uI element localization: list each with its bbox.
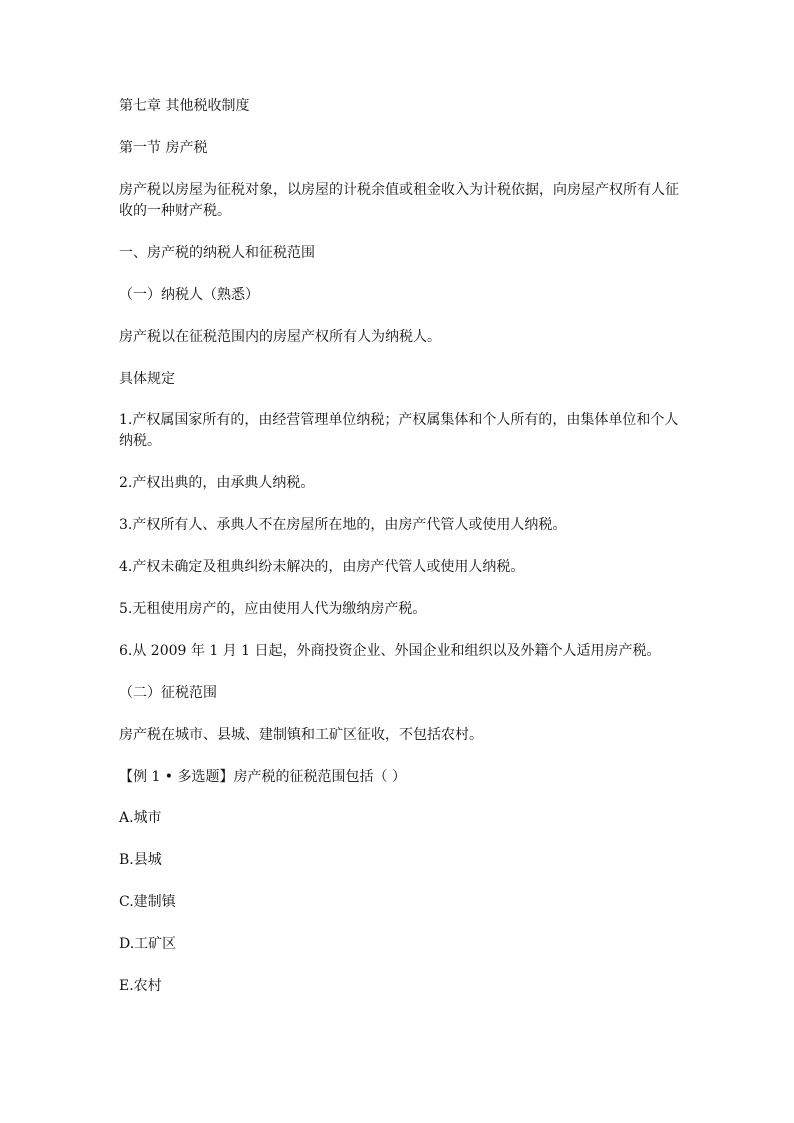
scope-paragraph: 房产税在城市、县城、建制镇和工矿区征收，不包括农村。 [119,727,483,743]
rule-item: 1.产权属国家所有的，由经营管理单位纳税；产权属集体和个人所有的，由集体单位和个人纳税。 [119,412,679,449]
intro-paragraph: 房产税以房屋为征税对象，以房屋的计税余值或租金收入为计税依据，向房屋产权所有人征收的一种财产税。 [119,182,679,219]
option-item: A.城市 [119,810,162,826]
subheading-scope: （二）征税范围 [119,685,217,701]
taxpayer-definition: 房产税以在征税范围内的房屋产权所有人为纳税人。 [119,329,441,345]
option-item: E.农村 [119,978,162,994]
chapter-title: 第七章 其他税收制度 [119,98,250,114]
heading-taxpayer-and-scope: 一、房产税的纳税人和征税范围 [119,245,315,261]
option-item: D.工矿区 [119,936,177,952]
rules-label: 具体规定 [119,371,175,387]
rule-item: 6.从 2009 年 1 月 1 日起，外商投资企业、外国企业和组织以及外籍个人适用房产税。 [119,643,661,659]
subheading-taxpayer: （一）纳税人（熟悉） [119,287,259,303]
option-item: C.建制镇 [119,894,176,910]
rule-item: 5.无租使用房产的，应由使用人代为缴纳房产税。 [119,601,427,617]
option-item: B.县城 [119,852,162,868]
rule-item: 4.产权未确定及租典纠纷未解决的，由房产代管人或使用人纳税。 [119,559,525,575]
rule-item: 2.产权出典的，由承典人纳税。 [119,475,315,491]
example-question: 【例 1 • 多选题】房产税的征税范围包括（ ） [119,769,406,785]
rule-item: 3.产权所有人、承典人不在房屋所在地的，由房产代管人或使用人纳税。 [119,517,567,533]
section-title: 第一节 房产税 [119,140,208,156]
